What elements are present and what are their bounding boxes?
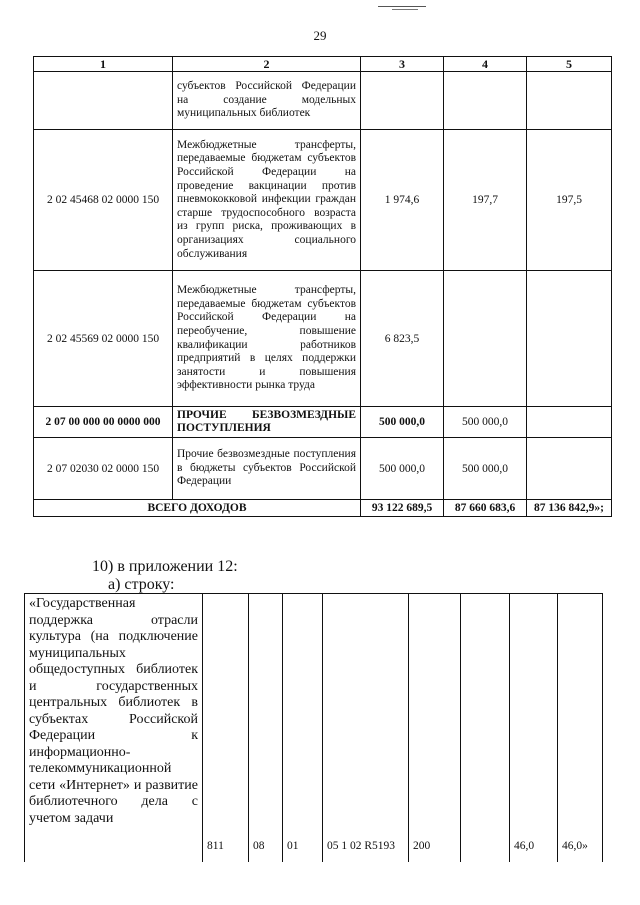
row-value-5	[527, 72, 612, 130]
header-col-5: 5	[527, 57, 612, 72]
appendix-cell-amount-1: 46,0	[510, 594, 558, 862]
row-value-5	[527, 271, 612, 407]
appendix-cell-empty	[461, 594, 510, 862]
row-value-3: 500 000,0	[361, 407, 444, 438]
total-value-4: 87 660 683,6	[444, 500, 527, 517]
row-code: 2 02 45569 02 0000 150	[34, 271, 173, 407]
header-dash	[378, 6, 426, 7]
row-code: 2 07 00 000 00 0000 000	[34, 407, 173, 438]
appendix-table	[24, 593, 603, 862]
table-row	[34, 407, 612, 438]
total-value-5: 87 136 842,9»;	[527, 500, 612, 517]
income-header-row	[34, 57, 612, 72]
row-value-3: 6 823,5	[361, 271, 444, 407]
row-value-3	[361, 72, 444, 130]
row-value-4: 197,7	[444, 130, 527, 271]
total-value-3: 93 122 689,5	[361, 500, 444, 517]
table-row	[34, 271, 612, 407]
appendix-cell-target: 05 1 02 R5193	[323, 594, 409, 862]
row-value-4	[444, 271, 527, 407]
row-name: ПРОЧИЕ БЕЗВОЗМЕЗДНЫЕ ПОСТУПЛЕНИЯ	[173, 407, 361, 438]
table-row	[34, 438, 612, 500]
table-row	[25, 594, 603, 862]
table-row	[34, 72, 612, 130]
header-col-2: 2	[173, 57, 361, 72]
row-value-5	[527, 407, 612, 438]
total-label: ВСЕГО ДОХОДОВ	[34, 500, 361, 517]
row-code	[34, 72, 173, 130]
header-col-3: 3	[361, 57, 444, 72]
row-value-4: 500 000,0	[444, 407, 527, 438]
header-col-1: 1	[34, 57, 173, 72]
total-row	[34, 500, 612, 517]
row-name: Межбюджетные трансферты, передаваемые бюджетам субъектов Российской Федерации на проведение вакцинации против пневмококковой инфекции граждан старше трудоспособного возраста из групп риска, проживающих в организациях социального обслуживания	[173, 130, 361, 271]
row-code: 2 07 02030 02 0000 150	[34, 438, 173, 500]
appendix-cell-amount-2: 46,0»	[558, 594, 603, 862]
appendix-cell-section: 08	[249, 594, 283, 862]
table-row	[34, 130, 612, 271]
row-value-5	[527, 438, 612, 500]
amendment-item: 10) в приложении 12:	[92, 558, 238, 575]
row-name: Прочие безвозмездные поступления в бюджеты субъектов Российской Федерации	[173, 438, 361, 500]
appendix-cell-ministry: 811	[203, 594, 249, 862]
row-code: 2 02 45468 02 0000 150	[34, 130, 173, 271]
row-name: субъектов Российской Федерации на создание модельных муниципальных библиотек	[173, 72, 361, 130]
income-table	[33, 56, 612, 517]
appendix-cell-expense-type: 200	[409, 594, 461, 862]
row-value-3: 1 974,6	[361, 130, 444, 271]
row-value-5: 197,5	[527, 130, 612, 271]
row-value-4	[444, 72, 527, 130]
amendment-subitem: а) строку:	[108, 576, 175, 593]
header-dash-short	[392, 9, 418, 10]
header-col-4: 4	[444, 57, 527, 72]
row-value-3: 500 000,0	[361, 438, 444, 500]
page-number: 29	[313, 28, 327, 43]
row-value-4: 500 000,0	[444, 438, 527, 500]
appendix-row-name: «Государственная поддержка отрасли культура (на подключение муниципальных общедоступных библиотек и государственных центральных библиотек в субъектах Российской Федерации к информационно-телекоммуникационной сети «Интернет» и развитие библиотечного дела с учетом задачи	[25, 594, 203, 862]
appendix-cell-subsection: 01	[283, 594, 323, 862]
row-name: Межбюджетные трансферты, передаваемые бюджетам субъектов Российской Федерации на переобучение, повышение квалификации работников предприятий в целях поддержки занятости и повышения эффективности рынка труда	[173, 271, 361, 407]
